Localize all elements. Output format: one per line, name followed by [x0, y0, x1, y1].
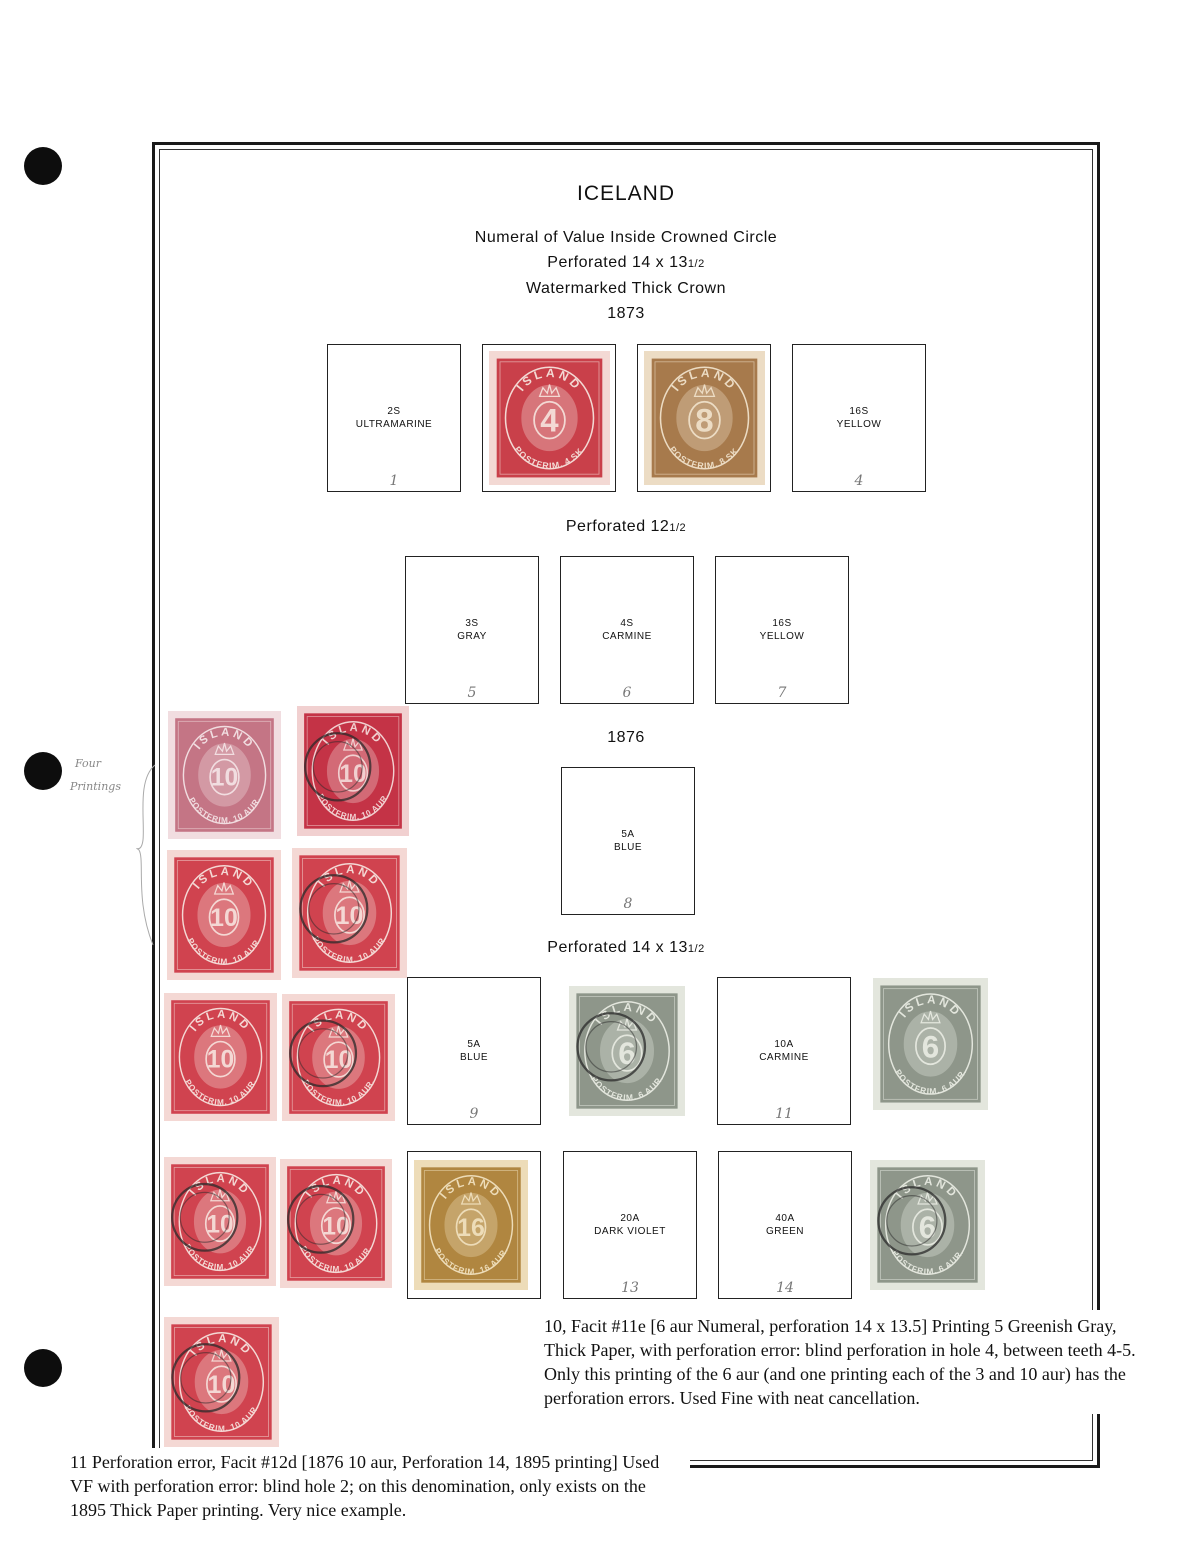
svg-text:POSTFRIM. 10 AUR.: POSTFRIM. 10 AUR.	[310, 934, 389, 965]
svg-text:POSTFRIM. 10 AUR.: POSTFRIM. 10 AUR.	[298, 1244, 374, 1274]
svg-text:4: 4	[540, 401, 559, 439]
stamp-10-aur-pale	[168, 711, 281, 839]
pencil-bracket	[125, 760, 165, 950]
stamp-6-aur-cancelled	[569, 986, 685, 1116]
stamp-10-aur	[282, 994, 395, 1121]
svg-text:ISLAND: ISLAND	[188, 1008, 253, 1034]
subtitle-year-1873: 1873	[607, 305, 645, 322]
svg-text:ISLAND: ISLAND	[894, 1175, 961, 1202]
svg-text:ISLAND: ISLAND	[191, 865, 257, 892]
pencil-note-four: Four	[75, 757, 101, 770]
stamp-10-aur	[292, 848, 407, 978]
svg-text:ISLAND: ISLAND	[303, 1174, 368, 1201]
svg-text:POSTFRIM. 10 AUR.: POSTFRIM. 10 AUR.	[182, 1403, 261, 1434]
binder-hole-middle	[24, 752, 62, 790]
subtitle-watermark: Watermarked Thick Crown	[526, 280, 726, 297]
svg-text:ISLAND: ISLAND	[896, 993, 964, 1021]
stamp-6-aur	[873, 978, 988, 1110]
svg-text:POSTFRIM. 10 AUR.: POSTFRIM. 10 AUR.	[182, 1077, 259, 1107]
album-space-16s: 16S YELLOW 4	[792, 344, 926, 492]
subtitle-perforation: Perforated 14 x 131/2	[547, 254, 705, 271]
svg-text:POSTFRIM. 10 AUR.: POSTFRIM. 10 AUR.	[186, 795, 263, 825]
pencil-note-printings: Printings	[70, 780, 121, 793]
svg-text:ISLAND: ISLAND	[438, 1175, 504, 1202]
stamp-6-aur-perforation-error	[870, 1160, 985, 1290]
svg-text:POSTFRIM. 10 AUR.: POSTFRIM. 10 AUR.	[300, 1078, 377, 1108]
album-space-20a: 20A DARK VIOLET 13	[563, 1151, 697, 1299]
stamp-10-aur	[280, 1159, 392, 1288]
svg-text:POSTFRIM. 10 AUR.: POSTFRIM. 10 AUR.	[182, 1242, 258, 1272]
svg-text:POSTFRIM. 10 AUR.: POSTFRIM. 10 AUR.	[185, 936, 263, 967]
svg-text:POSTFRIM. 4 SK.: POSTFRIM. 4 SK.	[512, 444, 587, 471]
svg-text:10: 10	[206, 1211, 234, 1239]
page-title: ICELAND	[576, 182, 676, 205]
description-note-6-aur: 10, Facit #11e [6 aur Numeral, perforation 14 x 13.5] Printing 5 Greenish Gray, Thick Paper, with perforation error: blind perforation in hole 4, between teeth 4-5. Only this printing of the 6 aur (and one printing each of the 3 and 10 aur) has the perforation errors. Used Fine with neat cancellation.	[538, 1310, 1154, 1414]
stamp-10-aur	[164, 1157, 276, 1286]
svg-text:POSTFRIM. 10 AUR.: POSTFRIM. 10 AUR.	[315, 792, 391, 822]
heading-year-1876: 1876	[607, 729, 645, 746]
svg-text:POSTFRIM. 6 AUR.: POSTFRIM. 6 AUR.	[589, 1074, 665, 1103]
stamp-4-skilling	[489, 351, 610, 485]
stamp-8-skilling	[644, 351, 765, 485]
svg-text:ISLAND: ISLAND	[593, 1001, 660, 1028]
binder-hole-bottom	[24, 1349, 62, 1387]
svg-text:POSTFRIM. 6 AUR.: POSTFRIM. 6 AUR.	[893, 1067, 969, 1097]
stamp-10-aur-deep	[297, 706, 409, 836]
album-space-5a-1876: 5A BLUE 8	[561, 767, 695, 915]
svg-text:16: 16	[457, 1213, 485, 1242]
stamp-10-aur	[167, 850, 281, 980]
svg-text:6: 6	[921, 1028, 940, 1065]
svg-text:10: 10	[210, 903, 238, 932]
svg-text:ISLAND: ISLAND	[188, 1332, 255, 1359]
svg-text:ISLAND: ISLAND	[187, 1172, 252, 1199]
svg-text:ISLAND: ISLAND	[320, 721, 385, 748]
album-space-10a: 10A CARMINE 11	[717, 977, 851, 1125]
heading-perforated-14: Perforated 14 x 131/2	[547, 939, 705, 956]
svg-text:ISLAND: ISLAND	[668, 365, 741, 394]
svg-text:POSTFRIM. 16 AUR.: POSTFRIM. 16 AUR.	[432, 1246, 510, 1277]
stamp-10-aur-perforation-error	[164, 1317, 279, 1447]
heading-perforated-12: Perforated 121/2	[565, 518, 687, 535]
svg-text:6: 6	[918, 1210, 937, 1246]
album-space-16s-perf12: 16S YELLOW 7	[715, 556, 849, 704]
svg-text:POSTFRIM. 6 AUR.: POSTFRIM. 6 AUR.	[890, 1248, 966, 1277]
description-note-10-aur: 11 Perforation error, Facit #12d [1876 10 aur, Perforation 14, 1895 printing] Used VF with perforation error: blind hole 2; on this denomination, only exists on the 1895 Thick Paper printing. Very nice example.	[64, 1448, 690, 1524]
svg-text:10: 10	[207, 1370, 236, 1399]
svg-text:POSTFRIM. 8 SK.: POSTFRIM. 8 SK.	[667, 444, 742, 471]
binder-hole-top	[24, 147, 62, 185]
subtitle-design: Numeral of Value Inside Crowned Circle	[474, 229, 778, 246]
album-space-40a: 40A GREEN 14	[718, 1151, 852, 1299]
album-space-2s: 2S ULTRAMARINE 1	[327, 344, 461, 492]
svg-text:ISLAND: ISLAND	[316, 863, 383, 890]
svg-text:6: 6	[618, 1035, 636, 1072]
svg-text:8: 8	[695, 401, 714, 439]
svg-text:10: 10	[206, 1046, 235, 1074]
svg-text:ISLAND: ISLAND	[306, 1009, 371, 1035]
svg-text:10: 10	[335, 901, 364, 930]
svg-text:ISLAND: ISLAND	[513, 365, 586, 394]
fraction-half: 1/2	[687, 258, 705, 270]
album-space-5a: 5A BLUE 9	[407, 977, 541, 1125]
svg-text:10: 10	[324, 1047, 353, 1075]
svg-text:ISLAND: ISLAND	[192, 726, 257, 752]
svg-text:10: 10	[210, 764, 239, 792]
stamp-10-aur	[164, 993, 277, 1121]
stamp-16-aur	[414, 1160, 528, 1290]
svg-text:10: 10	[339, 760, 367, 788]
album-space-3s: 3S GRAY 5	[405, 556, 539, 704]
album-space-4s: 4S CARMINE 6	[560, 556, 694, 704]
svg-text:10: 10	[322, 1213, 350, 1241]
